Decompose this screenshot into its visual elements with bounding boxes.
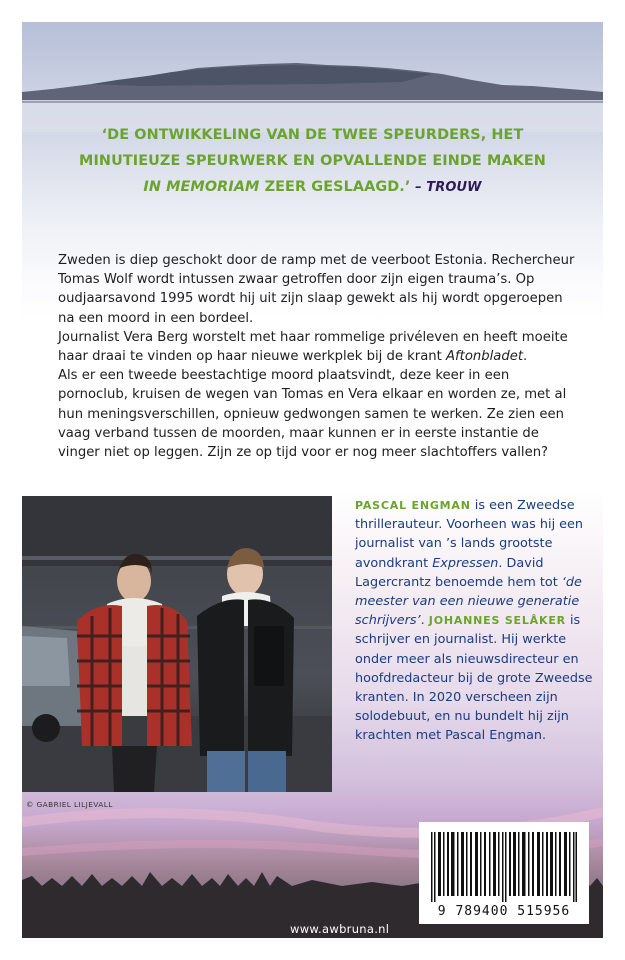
newspaper-expressen: Expressen [432,555,499,571]
blurb-paragraph-3: Als er een tweede beestachtige moord plaatsvindt, deze keer in een pornoclub, kruisen de wegen van Tomas en Vera elkaar en worden ze, met al hun meningsverschillen, opnieuw gedwongen samen te werken. Ze zien een vaag verband tussen de moorden, maar kunnen er in eerste instantie de vinger niet op leggen. Zijn ze op tijd voor er nog meer slachtoffers vallen? [58,368,567,461]
isbn-number: 9 789400 515956 [437,904,571,919]
lake-landscape-image [22,22,603,132]
author-photo [22,496,332,792]
publisher-url: www.awbruna.nl [290,922,390,936]
book-title: IN MEMORIAM [143,179,260,195]
author-name-1: PASCAL ENGMAN [355,499,471,512]
book-blurb [58,251,578,462]
quote-source: TROUW [426,180,482,195]
barcode-bars [431,832,577,902]
review-quote [22,122,603,201]
quote-line-3: IN MEMORIAM ZEER GESLAAGD.’ – TROUW [143,179,482,195]
quote-line-1: ‘DE ONTWIKKELING VAN DE TWEE SPEURDERS, HET [101,127,524,143]
back-cover [22,22,603,938]
photo-credit: © GABRIEL LILJEVALL [26,800,113,809]
newspaper-name: Aftonbladet [446,349,524,365]
quote-line-2: MINUTIEUZE SPEURWERK EN OPVALLENDE EINDE MAKEN [79,153,546,169]
blurb-paragraph-1: Zweden is diep geschokt door de ramp met de veerboot Estonia. Rechercheur Tomas Wolf wordt intussen zwaar getroffen door zijn eigen trauma’s. Op oudjaarsavond 1995 wordt hij uit zijn slaap gewekt als hij wordt opgeroepen na een moord in een bordeel. [58,253,575,326]
isbn-barcode [419,822,589,924]
author-bio: PASCAL ENGMAN is een Zweedse thrillerauteur. Voorheen was hij een journalist van ’s lands grootste avondkrant Expressen. David Lagercrantz benoemde hem tot ‘de meester van een nieuwe generatie schrijvers’. JOHANNES SELÅKER is schrijver en journalist. Hij werkte onder meer als nieuwsdirecteur en hoofdredacteur bij de grote Zweedse kranten. In 2020 verscheen zijn solodebuut, en nu bundelt hij zijn krachten met Pascal Engman. [355,498,593,744]
author-name-2: JOHANNES SELÅKER [428,614,566,628]
blurb-paragraph-2: Journalist Vera Berg worstelt met haar rommelige privéleven en heeft moeite haar draai te vinden op haar nieuwe werkplek bij de krant Aftonbladet. [58,329,568,365]
